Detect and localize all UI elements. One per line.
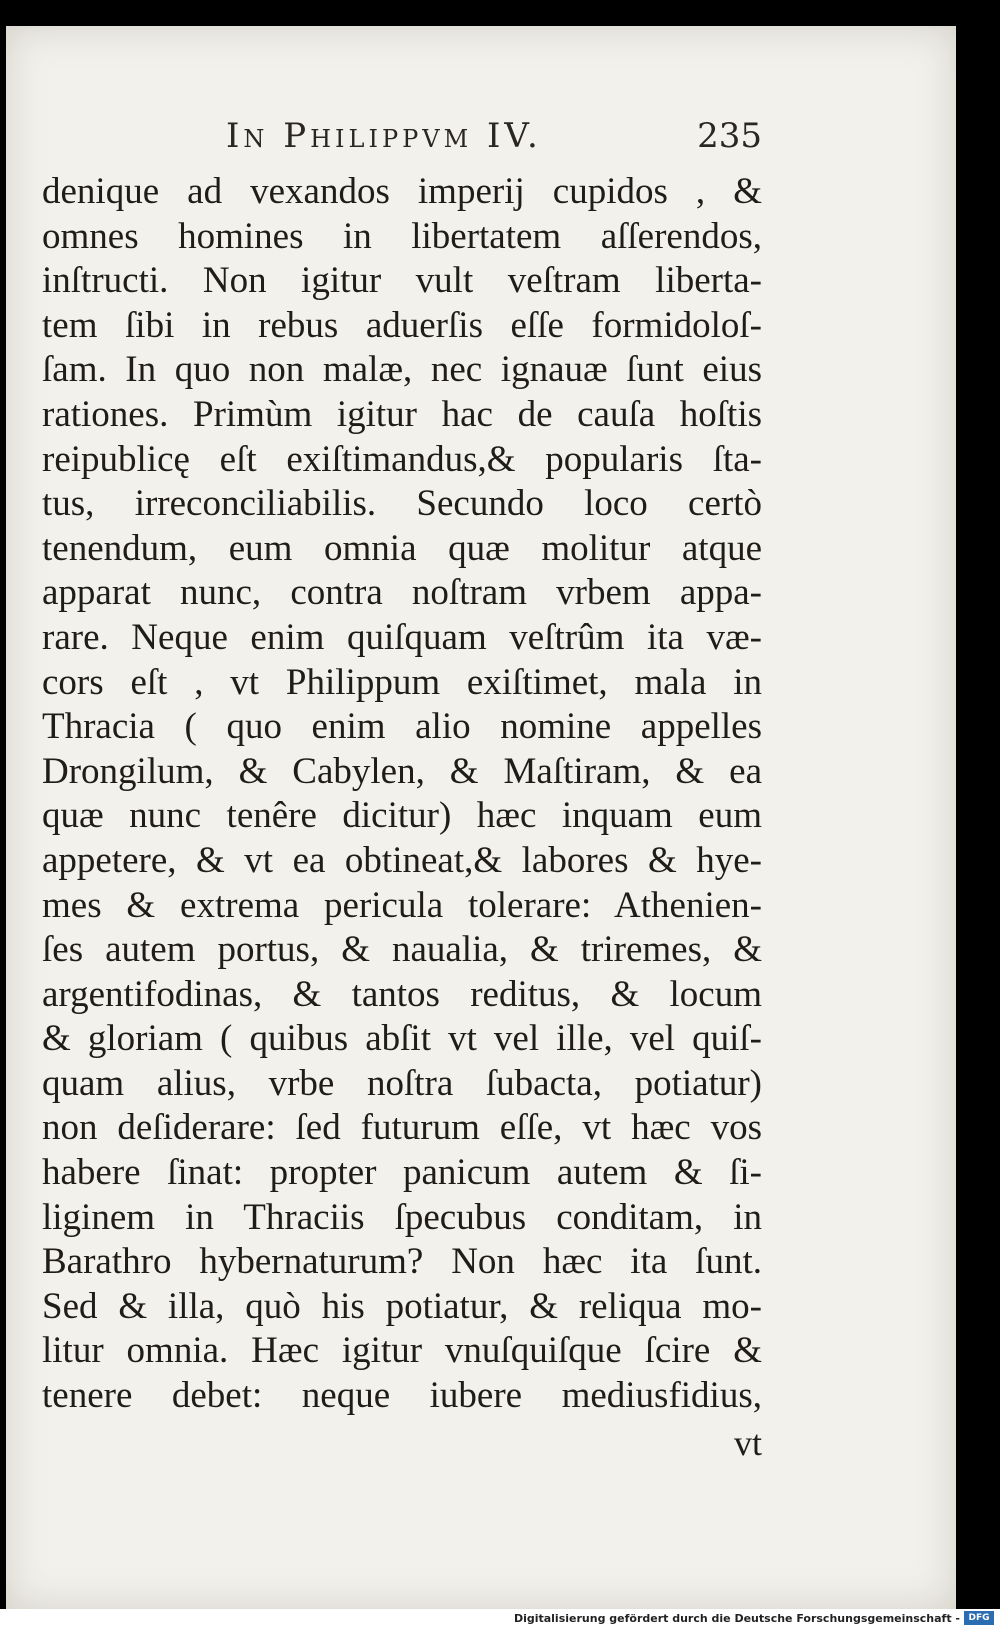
page-content [42,106,762,1465]
text-line: & gloriam ( quibus abſit vt vel ille, vel quiſ- [42,1018,762,1060]
text-line: non deſiderare: ſed futurum eſſe, vt hæc vos [42,1107,762,1149]
text-line: appetere, & vt ea obtineat,& labores & hye- [42,839,762,881]
text-line: Drongilum, & Cabylen, & Maſtiram, & ea [42,750,762,792]
page-number: 235 [697,116,762,156]
running-head [42,106,762,170]
text-line: apparat nunc, contra noſtram vrbem appa- [42,572,762,614]
book-page [6,26,956,1609]
text-line: tenere debet: neque iubere mediusfidius, [42,1375,762,1417]
body-text [42,170,762,1465]
text-line: ſes autem portus, & naualia, & triremes, & [42,929,762,971]
text-line: ſam. In quo non malæ, nec ignauæ ſunt eius [42,349,762,391]
text-line: tem ſibi in rebus aduerſis eſſe formidoloſ- [42,304,762,346]
text-line: habere ſinat: propter panicum autem & ſi- [42,1152,762,1194]
text-line: tenendum, eum omnia quæ molitur atque [42,527,762,569]
text-line: liginem in Thraciis ſpecubus conditam, in [42,1196,762,1238]
text-line: quam alius, vrbe noſtra ſubacta, potiatur) [42,1062,762,1104]
text-line: rare. Neque enim quiſquam veſtrûm ita væ- [42,616,762,658]
dfg-logo-icon: DFG [964,1611,994,1625]
text-line: mes & extrema pericula tolerare: Athenien- [42,884,762,926]
running-title: In Philippvm IV. [226,116,542,156]
catchword: vt [733,1422,762,1463]
text-line: denique ad vexandos imperij cupidos , & [42,171,762,212]
text-line: litur omnia. Hæc igitur vnuſquiſque ſcire & [42,1330,762,1372]
footer-bar [0,1609,1000,1627]
text-line: Sed & illa, quò his potiatur, & reliqua mo- [42,1285,762,1327]
text-line: reipublicę eſt exiſtimandus,& popularis ſta- [42,438,762,480]
text-line: cors eſt , vt Philippum exiſtimet, mala in [42,661,762,703]
text-line: inſtructi. Non igitur vult veſtram liberta- [42,260,762,302]
text-line: rationes. Primùm igitur hac de cauſa hoſtis [42,393,762,435]
text-line: omnes homines in libertatem aſſerendos, [42,215,762,257]
funding-credit: Digitalisierung gefördert durch die Deutsche Forschungsgemeinschaft - [513,1612,960,1625]
text-line: Thracia ( quo enim alio nomine appelles [42,706,762,748]
text-line: quæ nunc tenêre dicitur) hæc inquam eum [42,795,762,837]
text-line: argentifodinas, & tantos reditus, & locum [42,973,762,1015]
text-line: tus, irreconciliabilis. Secundo loco certò [42,483,762,525]
text-line: Barathro hybernaturum? Non hæc ita ſunt. [42,1241,762,1283]
